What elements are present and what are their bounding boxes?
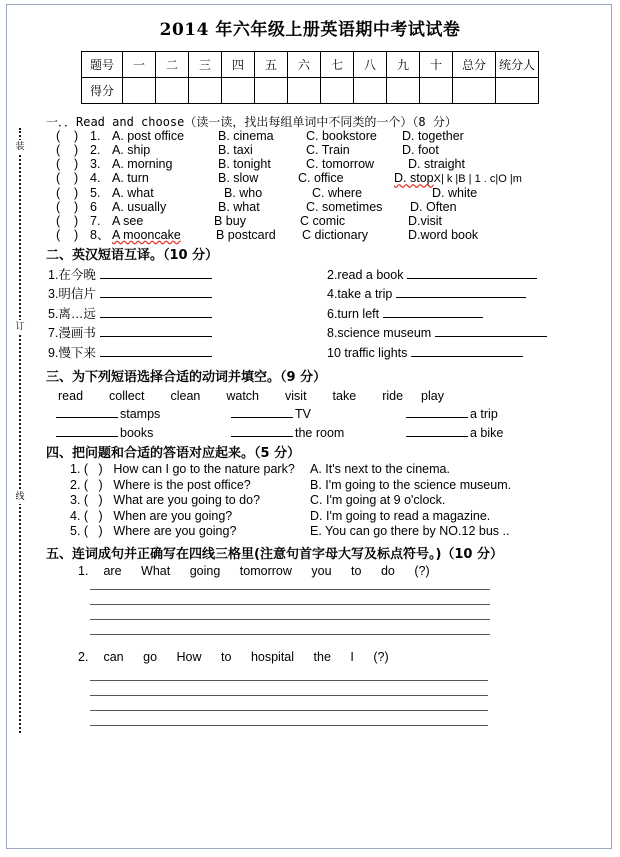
section-five-heading: 五、连词成句并正确写在四线三格里(注意句首字母大写及标点符号。)（10 分）: [46, 546, 504, 562]
option-d[interactable]: D. Often: [410, 199, 457, 214]
four-line-writing-grid-2[interactable]: [90, 680, 488, 726]
match-question: [70, 479, 310, 492]
option-a[interactable]: A. ship: [112, 143, 151, 157]
sections-container: [46, 116, 606, 726]
match-question: [70, 494, 310, 507]
list-item[interactable]: [56, 201, 606, 214]
answer-blank[interactable]: [406, 425, 468, 437]
option-d[interactable]: D. foot: [402, 143, 439, 157]
scrambled-word[interactable]: are: [103, 563, 122, 578]
answer-paren[interactable]: ( ): [56, 129, 79, 143]
option-c[interactable]: C. Train: [306, 143, 350, 157]
option-c[interactable]: C comic: [300, 213, 346, 228]
answer-paren[interactable]: ( ): [56, 199, 79, 214]
score-table: [81, 51, 539, 104]
match-answer[interactable]: E. You can go there by NO.12 bus ..: [310, 524, 510, 538]
fill-blank-noun: books: [120, 425, 154, 440]
answer-blank[interactable]: [56, 425, 118, 437]
score-blank-cell[interactable]: [419, 78, 452, 104]
grid-line: [90, 696, 488, 711]
option-d[interactable]: D. white: [432, 185, 478, 200]
option-a[interactable]: A. morning: [112, 157, 173, 171]
score-blank-cell[interactable]: [353, 78, 386, 104]
answer-blank[interactable]: [406, 406, 468, 418]
match-question-text: When are you going?: [113, 508, 233, 523]
question-number: 4.: [90, 171, 101, 185]
question-number: 3.: [90, 157, 101, 171]
score-blank-cell[interactable]: [155, 78, 188, 104]
answer-blank[interactable]: [231, 425, 293, 437]
ocr-noise-text: X| k |B | 1 . c|O |m: [433, 173, 522, 185]
scrambled-word[interactable]: can: [103, 650, 124, 664]
translation-prompt: 1.在今晚: [48, 267, 96, 282]
option-c[interactable]: C. tomorrow: [306, 157, 375, 171]
option-a[interactable]: A. what: [112, 185, 154, 200]
option-d[interactable]: D.visit: [408, 213, 443, 228]
score-blank-cell[interactable]: [287, 78, 320, 104]
word-bank-item[interactable]: watch: [226, 388, 260, 403]
word-bank-item[interactable]: play: [421, 388, 444, 403]
option-a[interactable]: A see: [112, 213, 144, 228]
scrambled-word[interactable]: go: [143, 650, 158, 664]
answer-blank[interactable]: [231, 406, 293, 418]
section-two: [46, 249, 606, 362]
scrambled-word[interactable]: tomorrow: [239, 563, 292, 578]
section-one-heading: 一．．Read and choose（读一读，找出每组单词中不同类的一个）（8 分）: [46, 115, 457, 129]
option-d[interactable]: D.word book: [408, 227, 479, 242]
answer-paren[interactable]: ( ): [56, 185, 79, 200]
list-item[interactable]: [70, 510, 606, 523]
scrambled-word[interactable]: the: [313, 650, 331, 664]
fill-blank-item: [56, 406, 231, 421]
fill-blank-row: [56, 425, 606, 440]
question-number: 7.: [90, 213, 101, 228]
fill-blank-item: [231, 406, 406, 421]
translation-prompt: 10 traffic lights: [327, 345, 408, 360]
scrambled-word[interactable]: to: [351, 563, 362, 578]
match-question-text: Where are you going?: [113, 524, 237, 538]
question-number: 5.: [90, 185, 101, 200]
list-item: [327, 345, 606, 360]
fill-blank-noun: a bike: [470, 425, 504, 440]
score-cell-scorer: 统分人: [495, 52, 538, 78]
option-b[interactable]: B. who: [224, 185, 263, 200]
page-title: 2014 年六年级上册英语期中考试试卷: [159, 20, 461, 40]
score-table-container: [0, 51, 620, 104]
option-a[interactable]: A. post office: [112, 129, 185, 143]
score-cell: 四: [221, 52, 254, 78]
match-answer[interactable]: A. It's next to the cinema.: [310, 462, 450, 476]
word-bank-item[interactable]: take: [332, 388, 357, 403]
question-number: 1.: [78, 563, 89, 578]
list-item[interactable]: [56, 144, 606, 157]
scrambled-punctuation[interactable]: (?): [414, 563, 430, 578]
question-number: 5.: [70, 524, 81, 538]
option-d[interactable]: D. together: [402, 129, 464, 143]
score-blank-cell[interactable]: [221, 78, 254, 104]
seal-char-2: 订: [13, 320, 27, 334]
answer-paren[interactable]: ( ): [56, 171, 79, 185]
word-bank-item[interactable]: visit: [285, 388, 307, 403]
option-c[interactable]: C dictionary: [302, 227, 368, 242]
answer-paren[interactable]: ( ): [56, 157, 79, 171]
list-item: [327, 267, 606, 282]
translation-prompt: 5.离…远: [48, 306, 96, 321]
list-item[interactable]: [56, 229, 606, 242]
list-item: [327, 325, 606, 340]
section-four-heading: 四、把问题和合适的答语对应起来。（5 分）: [46, 446, 301, 461]
fill-blank-item: [231, 425, 406, 440]
table-row-scores: [81, 78, 538, 104]
section-two-heading: 二、英汉短语互译。（10 分）: [46, 248, 219, 263]
option-c[interactable]: C. where: [312, 185, 363, 200]
list-item[interactable]: [70, 494, 606, 507]
translation-prompt: 4.take a trip: [327, 287, 393, 301]
score-blank-cell-total[interactable]: [452, 78, 495, 104]
word-bank-item[interactable]: collect: [109, 388, 145, 403]
fill-blank-noun: TV: [295, 407, 311, 421]
grid-line: [90, 605, 490, 620]
seal-char-3: 线: [13, 490, 27, 504]
option-a[interactable]: A. usually: [112, 199, 167, 214]
seal-char-1: 装: [13, 140, 27, 154]
list-item: [327, 306, 606, 321]
fill-blank-noun: stamps: [120, 407, 161, 421]
list-item: [48, 345, 327, 360]
answer-paren[interactable]: ( ): [83, 508, 103, 523]
list-item[interactable]: [70, 463, 606, 476]
section-three: [46, 371, 606, 440]
score-cell: 五: [254, 52, 287, 78]
score-blank-cell[interactable]: [122, 78, 155, 104]
option-b[interactable]: B. tonight: [218, 157, 271, 171]
score-cell: 二: [155, 52, 188, 78]
word-bank-item[interactable]: read: [58, 388, 84, 403]
option-d[interactable]: D. stop: [394, 171, 434, 185]
scrambled-word[interactable]: hospital: [250, 650, 295, 664]
score-table-row-label: 得分: [81, 78, 122, 104]
question-number: 3.: [70, 493, 81, 507]
match-answer[interactable]: B. I'm going to the science museum.: [310, 477, 512, 492]
scrambled-punctuation[interactable]: (?): [373, 650, 389, 664]
match-answer[interactable]: C. I'm going at 9 o'clock.: [310, 493, 446, 507]
section-one: [46, 116, 606, 241]
list-item: [48, 325, 327, 340]
question-number: 2.: [70, 477, 81, 492]
answer-paren[interactable]: ( ): [56, 227, 79, 242]
score-cell: 十: [419, 52, 452, 78]
list-item[interactable]: [56, 130, 606, 143]
option-b[interactable]: B. cinema: [218, 129, 274, 143]
section-five: [46, 548, 606, 726]
match-question: [70, 525, 310, 538]
fill-blank-noun: a trip: [470, 407, 498, 421]
option-c[interactable]: C. office: [298, 171, 344, 185]
match-question: [70, 463, 310, 476]
grid-line: [90, 680, 488, 696]
question-number: 4.: [70, 508, 81, 523]
option-b[interactable]: B. taxi: [218, 143, 253, 157]
scrambled-word[interactable]: How: [176, 650, 202, 664]
answer-paren[interactable]: ( ): [56, 213, 79, 228]
scrambled-word[interactable]: you: [311, 563, 332, 578]
match-answer[interactable]: D. I'm going to read a magazine.: [310, 508, 491, 523]
translation-prompt: 2.read a book: [327, 267, 404, 282]
scrambled-word[interactable]: going: [189, 563, 221, 578]
section-three-heading: 三、为下列短语选择合适的动词并填空。（9 分）: [46, 369, 327, 385]
answer-blank[interactable]: [100, 345, 212, 357]
grid-line: [90, 620, 490, 635]
score-cell: 七: [320, 52, 353, 78]
translation-grid: [48, 264, 606, 362]
answer-paren[interactable]: ( ): [83, 477, 103, 492]
match-question-text: Where is the post office?: [113, 477, 251, 492]
list-item: [327, 286, 606, 301]
option-d[interactable]: D. straight: [408, 157, 465, 171]
list-item: [48, 306, 327, 321]
option-b[interactable]: B. what: [218, 199, 260, 214]
answer-paren[interactable]: ( ): [56, 143, 79, 157]
translation-prompt: 3.明信片: [48, 287, 96, 301]
scrambled-word[interactable]: do: [380, 563, 395, 578]
answer-blank[interactable]: [100, 325, 212, 337]
list-item: [48, 286, 327, 301]
answer-blank[interactable]: [411, 345, 523, 357]
verb-word-bank: [58, 390, 606, 403]
question-number: 8、: [90, 227, 110, 242]
answer-paren[interactable]: ( ): [83, 462, 103, 476]
option-b[interactable]: B postcard: [216, 227, 276, 242]
answer-blank[interactable]: [407, 267, 537, 279]
score-blank-cell[interactable]: [320, 78, 353, 104]
answer-blank[interactable]: [396, 286, 526, 298]
question-number: 2.: [78, 650, 89, 664]
answer-blank[interactable]: [100, 286, 212, 298]
grid-line: [90, 589, 490, 605]
score-cell: 六: [287, 52, 320, 78]
score-blank-cell[interactable]: [188, 78, 221, 104]
question-number: 1.: [70, 462, 81, 476]
answer-paren[interactable]: ( ): [83, 493, 103, 507]
match-question-text: What are you going to do?: [113, 493, 261, 507]
list-item[interactable]: [70, 525, 606, 538]
table-row-question-numbers: [81, 52, 538, 78]
score-blank-cell[interactable]: [386, 78, 419, 104]
grid-line: [90, 711, 488, 726]
answer-blank[interactable]: [100, 267, 212, 279]
answer-blank[interactable]: [100, 306, 212, 318]
word-bank-item[interactable]: ride: [382, 388, 404, 403]
option-a[interactable]: A. turn: [112, 171, 149, 185]
score-cell: 三: [188, 52, 221, 78]
option-b[interactable]: B. slow: [218, 171, 259, 185]
translation-prompt: 7.漫画书: [48, 326, 96, 340]
question-number: 6: [90, 199, 97, 214]
score-cell: 八: [353, 52, 386, 78]
sentence-build-item-2: [78, 651, 606, 664]
list-item[interactable]: [56, 215, 606, 228]
option-c[interactable]: C. sometimes: [306, 199, 383, 214]
translation-prompt: 8.science museum: [327, 326, 432, 340]
score-cell-total: 总分: [452, 52, 495, 78]
list-item: [48, 267, 327, 282]
scrambled-word[interactable]: What: [141, 563, 171, 578]
answer-blank[interactable]: [383, 306, 483, 318]
answer-blank[interactable]: [435, 325, 547, 337]
option-b[interactable]: B buy: [214, 213, 246, 228]
match-question-text: How can I go to the nature park?: [113, 462, 295, 476]
scrambled-word[interactable]: to: [221, 650, 232, 664]
answer-paren[interactable]: ( ): [83, 524, 103, 538]
option-c[interactable]: C. bookstore: [306, 129, 377, 143]
fill-blank-row: [56, 406, 606, 421]
list-item[interactable]: [56, 172, 606, 185]
fill-blank-noun: the room: [295, 425, 345, 440]
list-item[interactable]: [56, 158, 606, 171]
option-a[interactable]: A mooncake: [112, 227, 181, 242]
four-line-writing-grid-1[interactable]: [90, 589, 490, 635]
word-bank-item[interactable]: clean: [170, 388, 201, 403]
fill-blank-item: [406, 406, 581, 421]
translation-prompt: 9.慢下来: [48, 345, 96, 360]
score-table-row-label: 题号: [81, 52, 122, 78]
sentence-build-item-1: [78, 565, 606, 578]
answer-blank[interactable]: [56, 406, 118, 418]
translation-prompt: 6.turn left: [327, 306, 380, 321]
question-number: 1.: [90, 129, 101, 143]
list-item[interactable]: [70, 479, 606, 492]
fill-blank-item: [56, 425, 231, 440]
score-cell: 一: [122, 52, 155, 78]
score-blank-cell-scorer[interactable]: [495, 78, 538, 104]
section-four: [46, 447, 606, 538]
fill-blank-item: [406, 425, 581, 440]
list-item[interactable]: [56, 187, 606, 200]
question-number: 2.: [90, 143, 101, 157]
score-cell: 九: [386, 52, 419, 78]
scrambled-word[interactable]: I: [350, 650, 354, 664]
match-question: [70, 510, 310, 523]
score-blank-cell[interactable]: [254, 78, 287, 104]
